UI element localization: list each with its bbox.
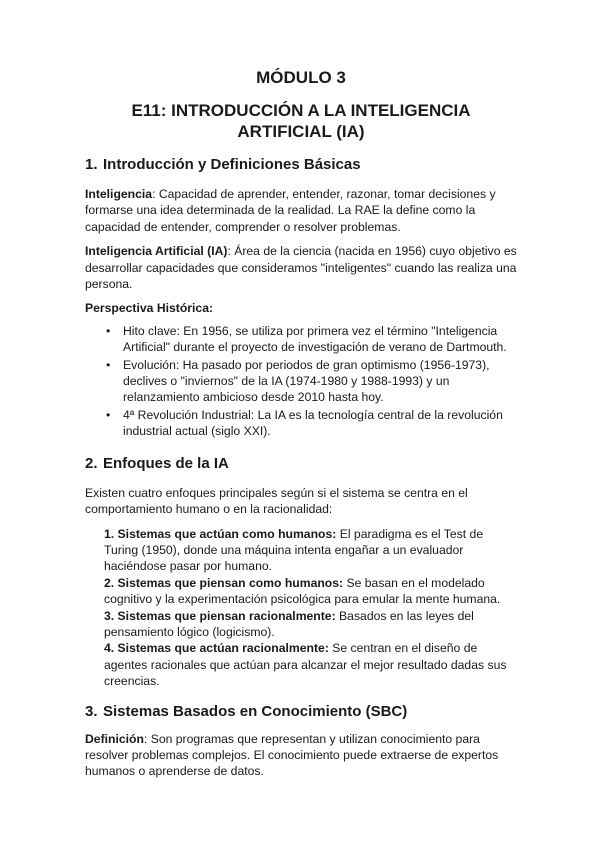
module-title: MÓDULO 3 (256, 68, 346, 87)
list-item-text: Hito clave: En 1956, se utiliza por primera vez el término "Inteligencia Artificial" durante el proyecto de investigación de verano de Dartmouth. (123, 323, 507, 355)
section-3-number: 3. (85, 702, 98, 720)
term-ia: Inteligencia Artificial (IA) (85, 244, 228, 259)
approach-text: Basados en las leyes del pensamiento lógico (logicismo). (104, 608, 474, 639)
definition-ia (85, 243, 517, 292)
approach-label: 4. Sistemas que actúan racionalmente: (104, 641, 329, 656)
list-item (85, 323, 517, 356)
approach-text: El paradigma es el Test de Turing (1950), donde una máquina intenta engañar a un evaluador haciéndose pasar por humano. (104, 526, 484, 574)
list-item-text: 4ª Revolución Industrial: La IA es la tecnología central de la revolución industrial actual (siglo XXI). (123, 407, 503, 439)
section-1-title: Introducción y Definiciones Básicas (103, 156, 361, 173)
section-2-heading (85, 454, 517, 473)
list-item (85, 357, 517, 406)
history-list (85, 323, 517, 440)
section-2-title: Enfoques de la IA (103, 454, 229, 472)
bullet-icon: • (106, 323, 111, 338)
bullet-icon: • (106, 357, 111, 372)
definition-ia-text: : Área de la ciencia (nacida en 1956) cuyo objetivo es desarrollar capacidades que consideramos "inteligentes" cuando las realiza una persona. (85, 244, 517, 292)
approach-text: Se centran en el diseño de agentes racionales que actúan para alcanzar el mejor resultado dadas sus creencias. (104, 641, 507, 689)
section-1-heading (85, 155, 517, 174)
definition-inteligencia (85, 186, 517, 235)
section-1-number: 1. (85, 156, 98, 173)
bullet-icon: • (106, 407, 111, 422)
approach-label: 1. Sistemas que actúan como humanos: (104, 526, 337, 541)
perspective-heading: Perspectiva Histórica: (85, 301, 214, 316)
definition-sbc (85, 731, 517, 780)
approach-text: Se basan en el modelado cognitivo y la experimentación psicológica para emular la mente humana. (104, 575, 501, 607)
approaches-intro: Existen cuatro enfoques principales según si el sistema se centra en el comportamiento humano o en la racionalidad: (85, 485, 468, 517)
list-item (104, 640, 517, 689)
list-item (104, 526, 517, 575)
definition-inteligencia-text: : Capacidad de aprender, entender, razonar, tomar decisiones y formarse una idea determinada de la realidad. La RAE la define como la capacidad de entender, comprender o resolver problemas. (85, 187, 496, 234)
list-item (104, 608, 517, 641)
list-item (85, 407, 517, 440)
approaches-list (85, 526, 517, 690)
document-page (85, 68, 517, 780)
term-inteligencia: Inteligencia (85, 187, 153, 201)
approach-label: 2. Sistemas que piensan como humanos: (104, 575, 344, 590)
section-3-title: Sistemas Basados en Conocimiento (SBC) (103, 702, 408, 720)
definition-sbc-text: : Son programas que representan y utilizan conocimiento para resolver problemas complejos. El conocimiento puede extraerse de expertos humanos o aprenderse de datos. (85, 731, 499, 779)
section-2-number: 2. (85, 454, 98, 472)
term-definicion: Definición (85, 731, 144, 746)
approach-label: 3. Sistemas que piensan racionalmente: (104, 608, 336, 623)
document-title: E11: INTRODUCCIÓN A LA INTELIGENCIA ARTIFICIAL (IA) (131, 101, 471, 141)
list-item (104, 575, 517, 608)
section-3-heading (85, 702, 517, 721)
list-item-text: Evolución: Ha pasado por periodos de gran optimismo (1956-1973), declives o "inviernos" de la IA (1974-1980 y 1988-1993) y un relanzamiento ambicioso desde 2010 hasta hoy. (123, 357, 490, 405)
